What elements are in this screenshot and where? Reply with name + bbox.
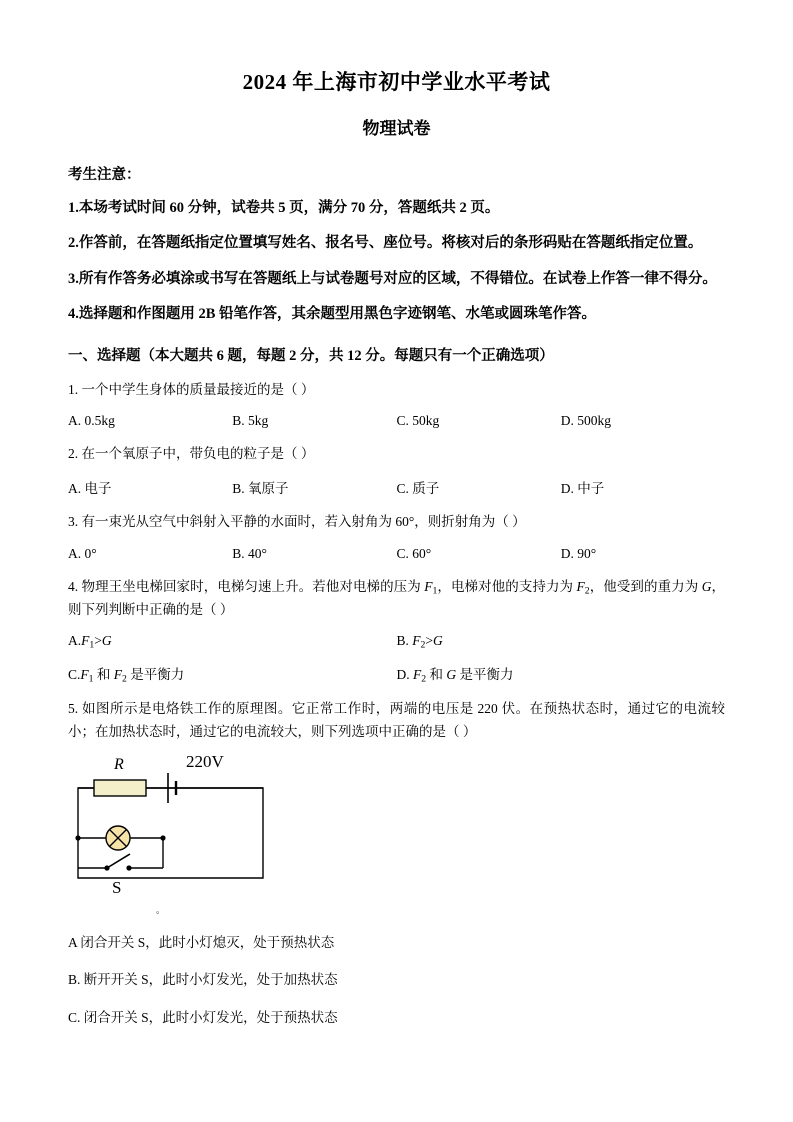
question-1-option-a[interactable]: A. 0.5kg bbox=[68, 413, 115, 429]
question-1-option-d[interactable]: D. 500kg bbox=[560, 413, 611, 429]
question-1-number: 1. bbox=[68, 381, 79, 397]
question-2-option-b[interactable]: B. 氧原子 bbox=[232, 481, 289, 497]
circuit-diagram-svg bbox=[68, 753, 468, 918]
question-4-number: 4. bbox=[68, 578, 79, 594]
figure-stray-mark: 。 bbox=[156, 904, 166, 915]
question-3-option-d[interactable]: D. 90° bbox=[560, 545, 597, 561]
resistor-label: R bbox=[114, 755, 124, 773]
resistor-symbol bbox=[94, 780, 146, 796]
circuit-diagram-figure bbox=[68, 753, 725, 918]
question-5-text: 如图所示是电烙铁工作的原理图。它正常工作时，两端的电压是 220 伏。在预热状态时，通过它的电流较小；在加热状态时，通过它的电流较大，则下列选项中正确的是（ ） bbox=[68, 701, 726, 739]
notice-heading: 考生注意： bbox=[68, 167, 141, 183]
question-3-stem bbox=[68, 511, 725, 533]
question-3-number: 3. bbox=[68, 514, 79, 530]
question-3-options bbox=[68, 546, 725, 562]
question-5-option-c[interactable]: C. 闭合开关 S，此时小灯发光，处于预热状态 bbox=[68, 1009, 338, 1025]
question-2-options bbox=[68, 477, 725, 497]
question-1-option-b[interactable]: B. 5kg bbox=[232, 413, 269, 429]
question-4-text: 物理王坐电梯回家时，电梯匀速上升。若他对电梯的压为 $F_1$，电梯对他的支持力为 $F_2$，他受到的重力为 G，则下列判断中正确的是（ ） bbox=[68, 578, 726, 618]
notice-item-2: 2.作答前，在答题纸指定位置填写姓名、报名号、座位号。将核对后的条形码贴在答题纸指定位置。 bbox=[68, 235, 703, 252]
question-3-option-b[interactable]: B. 40° bbox=[232, 545, 267, 561]
question-4-options-row-2 bbox=[68, 663, 725, 684]
question-4-stem bbox=[68, 576, 725, 622]
page-subtitle: 物理试卷 bbox=[362, 119, 431, 138]
question-4-option-d[interactable]: D. $F_2$ 和 G 是平衡力 bbox=[396, 666, 514, 685]
question-2-option-a[interactable]: A. 电子 bbox=[68, 481, 112, 497]
switch-label: S bbox=[112, 877, 122, 897]
question-1-option-c[interactable]: C. 50kg bbox=[396, 413, 440, 429]
question-1-text: 一个中学生身体的质量最接近的是（ ） bbox=[81, 381, 315, 397]
question-3-option-a[interactable]: A. 0° bbox=[68, 545, 97, 561]
switch-contact bbox=[126, 865, 131, 870]
circuit-outer-loop bbox=[78, 788, 263, 878]
question-4-options-row-1 bbox=[68, 633, 725, 650]
question-5-option-a[interactable]: A 闭合开关 S，此时小灯熄灭，处于预热状态 bbox=[68, 934, 335, 950]
question-3-option-c[interactable]: C. 60° bbox=[396, 545, 432, 561]
question-4-option-b[interactable]: B. $F_2>G$ bbox=[396, 633, 443, 651]
notice-item-3: 3.所有作答务必填涂或书写在答题纸上与试卷题号对应的区域，不得错位。在试卷上作答一律不得分。 bbox=[68, 270, 717, 287]
question-2-number: 2. bbox=[68, 446, 79, 462]
question-5-option-b[interactable]: B. 断开开关 S，此时小灯发光，处于加热状态 bbox=[68, 972, 338, 988]
section-heading: 一、选择题（本大题共 6 题，每题 2 分，共 12 分。每题只有一个正确选项） bbox=[68, 347, 554, 364]
page-title: 2024 年上海市初中学业水平考试 bbox=[242, 70, 551, 94]
node-left-lamp bbox=[75, 835, 80, 840]
question-5-number: 5. bbox=[68, 701, 79, 717]
question-1-options bbox=[68, 413, 725, 429]
notice-item-4: 4.选择题和作图题用 2B 铅笔作答，其余题型用黑色字迹钢笔、水笔或圆珠笔作答。 bbox=[68, 306, 597, 323]
notice-item-1: 1.本场考试时间 60 分钟，试卷共 5 页，满分 70 分，答题纸共 2 页。 bbox=[68, 200, 500, 216]
question-2-stem bbox=[68, 443, 725, 465]
switch-blade bbox=[107, 854, 130, 868]
question-5-stem bbox=[68, 698, 725, 743]
question-4-option-c[interactable]: $C.F_1$ 和 $F_2$ 是平衡力 bbox=[68, 666, 185, 685]
question-1-stem bbox=[68, 379, 725, 401]
question-3-text: 有一束光从空气中斜射入平静的水面时，若入射角为 60°，则折射角为（ ） bbox=[81, 514, 526, 530]
source-voltage-label: 220V bbox=[186, 752, 224, 771]
question-2-option-c[interactable]: C. 质子 bbox=[396, 481, 440, 497]
question-2-text: 在一个氧原子中，带负电的粒子是（ ） bbox=[81, 446, 315, 462]
question-4-option-a[interactable]: $A.F_1>G$ bbox=[68, 633, 112, 651]
question-2-option-d[interactable]: D. 中子 bbox=[560, 481, 605, 497]
